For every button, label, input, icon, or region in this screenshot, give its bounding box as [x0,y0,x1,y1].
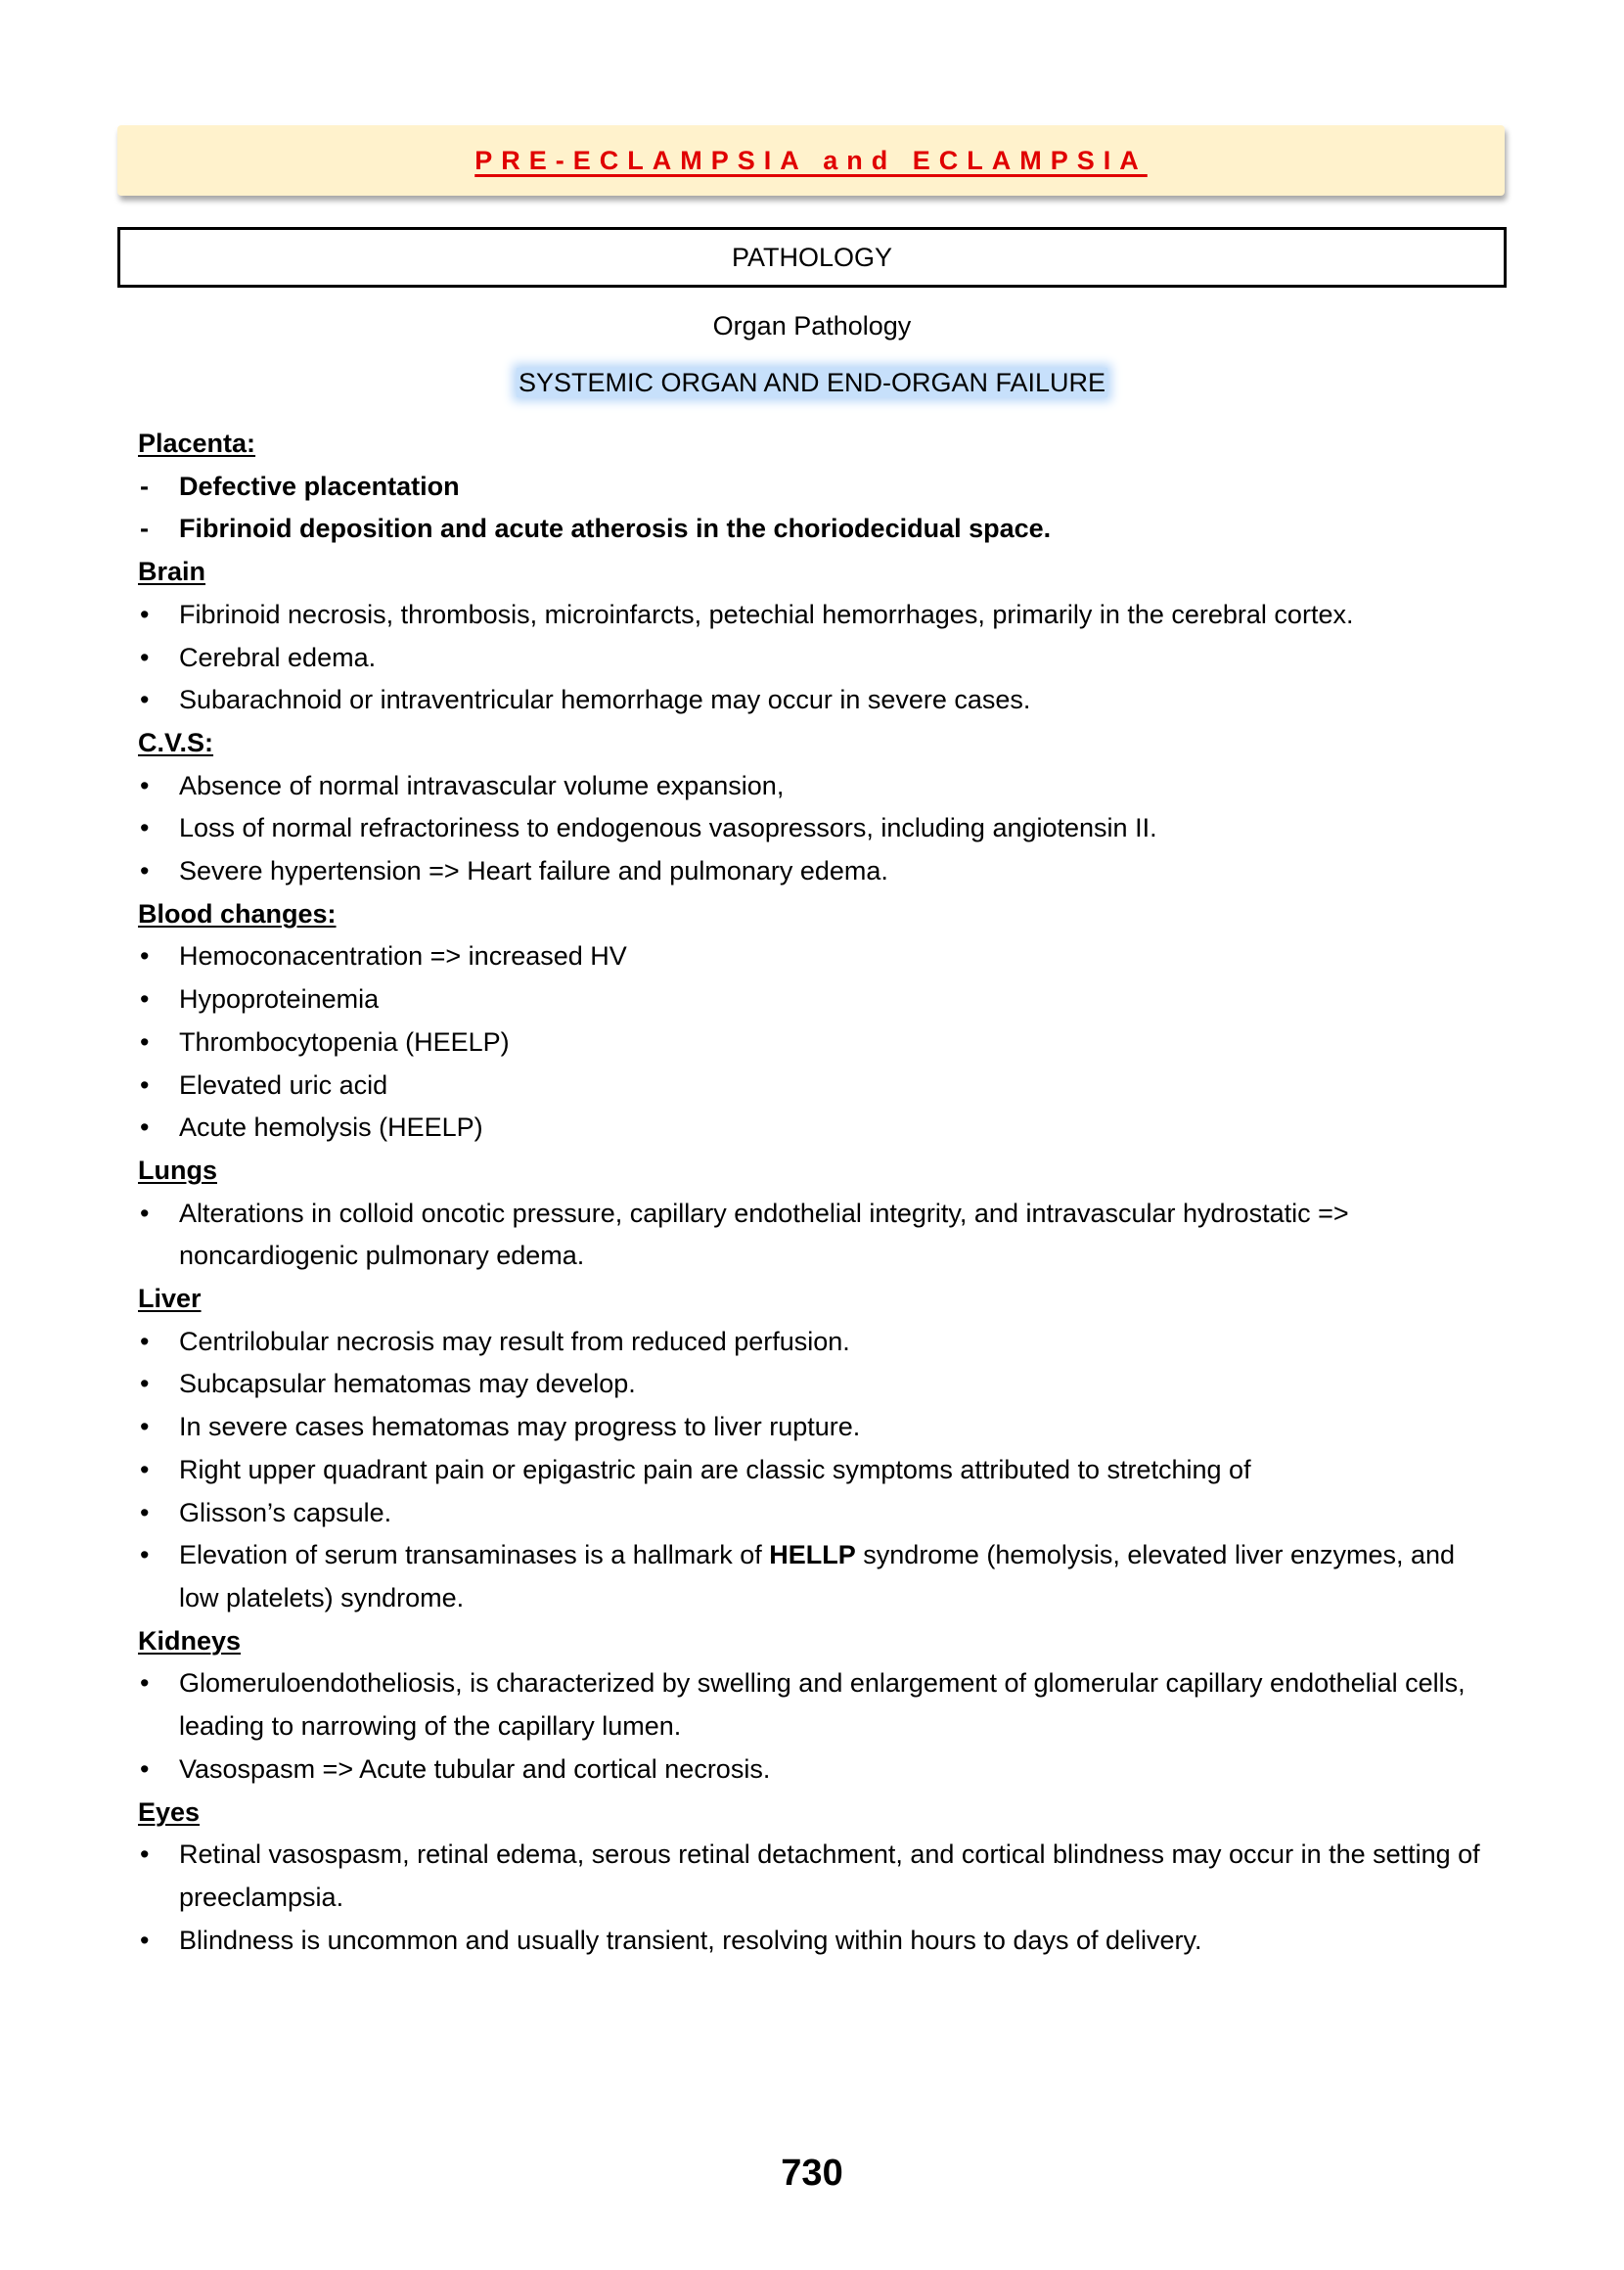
section-heading: C.V.S: [138,727,214,757]
list-item: • Hemoconacentration => increased HV [138,935,1488,978]
section-heading: Eyes [138,1796,201,1827]
section-heading: Blood changes: [138,898,337,929]
list-item: • Hypoproteinemia [138,978,1488,1022]
section-heading: Kidneys [138,1625,242,1656]
list-item: • Elevation of serum transaminases is a hallmark of HELLP syndrome (hemolysis, elevated liver enzymes, and low platelets) syndrome. [138,1534,1488,1619]
section-liver [138,1278,1488,1620]
bullet-icon: • [140,1369,150,1399]
list-item: - Defective placentation [138,466,1488,509]
bullet-icon: • [140,1326,150,1356]
section-placenta [138,423,1488,551]
list-item: • Fibrinoid necrosis, thrombosis, microinfarcts, petechial hemorrhages, primarily in the cerebral cortex. [138,594,1488,637]
bullet-icon: • [140,1925,150,1955]
subtitle: Organ Pathology [712,311,912,340]
organ-sections [138,423,1488,1962]
dash-marker: - [140,471,149,501]
section-eyes [138,1792,1488,1963]
list-item: • Loss of normal refractoriness to endogenous vasopressors, including angiotensin II. [138,807,1488,850]
highlighted-title: SYSTEMIC ORGAN AND END-ORGAN FAILURE [518,368,1106,397]
section-heading: Brain [138,557,206,587]
list-item: • Glomeruloendotheliosis, is characterized by swelling and enlargement of glomerular capillary endothelial cells, leading to narrowing of the capillary lumen. [138,1662,1488,1748]
bullet-icon: • [140,770,150,800]
list-item: • Glisson’s capsule. [138,1492,1488,1535]
section-heading: Placenta: [138,429,256,458]
chapter-title: PRE-ECLAMPSIA and ECLAMPSIA [474,145,1148,175]
page-number: 730 [781,2153,843,2194]
section-heading: Liver [138,1284,202,1314]
section-heading: Lungs [138,1155,217,1185]
section-brain [138,551,1488,722]
bullet-icon: • [140,599,150,629]
dash-marker: - [140,514,149,544]
bullet-icon: • [140,1454,150,1484]
bullet-icon: • [140,1026,150,1057]
highlighted-title-row [0,368,1624,398]
list-item: • Elevated uric acid [138,1065,1488,1108]
list-item: • Acute hemolysis (HEELP) [138,1107,1488,1150]
bullet-icon: • [140,1540,150,1570]
section-cvs [138,722,1488,893]
section-kidneys [138,1620,1488,1792]
bullet-icon: • [140,984,150,1015]
list-item: • In severe cases hematomas may progress to liver rupture. [138,1406,1488,1449]
section-label: PATHOLOGY [731,242,893,272]
bullet-icon: • [140,1112,150,1143]
section-blood-changes [138,893,1488,1150]
list-item: • Subcapsular hematomas may develop. [138,1363,1488,1406]
list-item: • Retinal vasospasm, retinal edema, serous retinal detachment, and cortical blindness may occur in the setting of preeclampsia. [138,1834,1488,1919]
bullet-icon: • [140,1668,150,1699]
bullet-icon: • [140,856,150,886]
chapter-title-banner [117,125,1505,196]
section-box [117,227,1507,288]
bullet-icon: • [140,1412,150,1442]
list-item: • Alterations in colloid oncotic pressure, capillary endothelial integrity, and intravascular hydrostatic => noncardiogenic pulmonary edema. [138,1193,1488,1278]
bullet-icon: • [140,685,150,715]
list-item: • Right upper quadrant pain or epigastric pain are classic symptoms attributed to stretching of [138,1449,1488,1492]
bullet-icon: • [140,1753,150,1784]
bullet-icon: • [140,642,150,672]
list-item: • Severe hypertension => Heart failure and pulmonary edema. [138,850,1488,893]
bullet-icon: • [140,941,150,972]
bullet-icon: • [140,1839,150,1870]
bullet-icon: • [140,1497,150,1527]
list-item: • Centrilobular necrosis may result from reduced perfusion. [138,1321,1488,1364]
bullet-icon: • [140,1198,150,1228]
list-item: • Cerebral edema. [138,637,1488,680]
list-item: • Thrombocytopenia (HEELP) [138,1022,1488,1065]
bullet-icon: • [140,813,150,843]
hellp-term: HELLP [769,1540,856,1570]
list-item: • Absence of normal intravascular volume expansion, [138,765,1488,808]
list-item: • Blindness is uncommon and usually transient, resolving within hours to days of delivery. [138,1920,1488,1963]
list-item: - Fibrinoid deposition and acute atherosis in the choriodecidual space. [138,508,1488,551]
bullet-icon: • [140,1069,150,1100]
list-item: • Vasospasm => Acute tubular and cortical necrosis. [138,1748,1488,1792]
section-lungs [138,1150,1488,1278]
list-item: • Subarachnoid or intraventricular hemorrhage may occur in severe cases. [138,679,1488,722]
